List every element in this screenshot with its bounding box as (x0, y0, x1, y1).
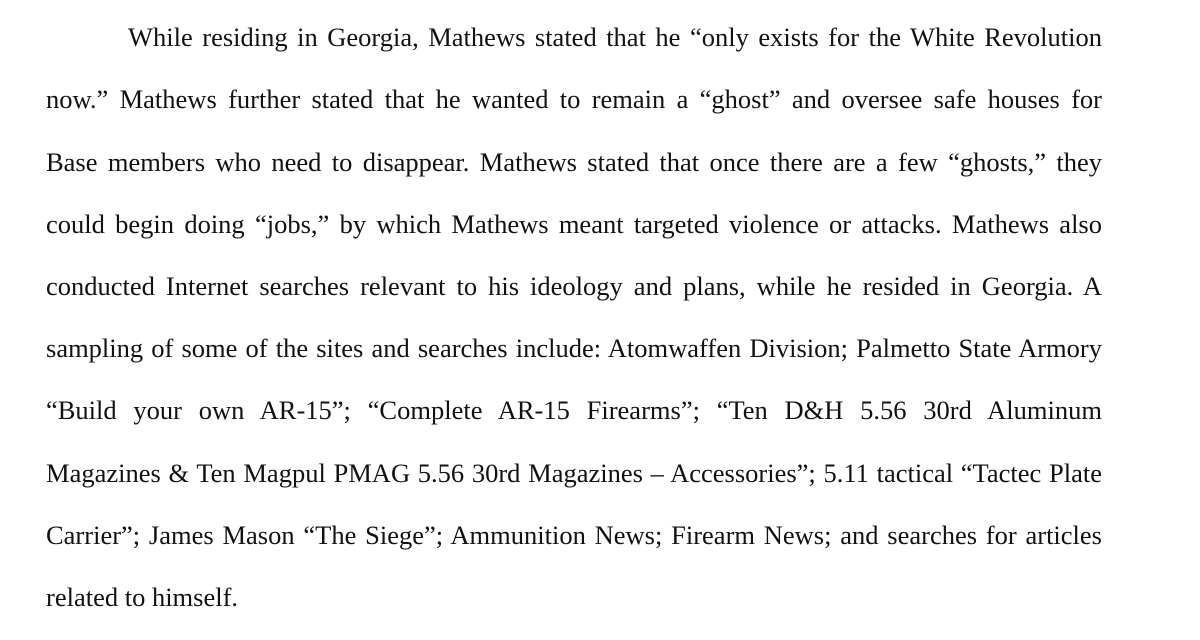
paragraph-line-6: sampling of some of the sites and searches include: Atomwaffen Division; Palmetto State Armory (46, 333, 1102, 363)
paragraph-line-2: now.” Mathews further stated that he wanted to remain a “ghost” and oversee safe houses for (46, 84, 1102, 114)
paragraph-line-5: conducted Internet searches relevant to his ideology and plans, while he resided in Georgia. A (46, 271, 1102, 301)
paragraph-line-7: “Build your own AR-15”; “Complete AR-15 Firearms”; “Ten D&H 5.56 30rd Aluminum (46, 395, 1102, 425)
paragraph-line-3: Base members who need to disappear. Mathews stated that once there are a few “ghosts,” they (46, 147, 1102, 177)
paragraph-line-10: related to himself. (46, 582, 239, 612)
paragraph-line-1: While residing in Georgia, Mathews stated that he “only exists for the White Revolution (128, 22, 1102, 52)
paragraph-line-9: Carrier”; James Mason “The Siege”; Ammunition News; Firearm News; and searches for articles (46, 520, 1102, 550)
paragraph-line-4: could begin doing “jobs,” by which Mathews meant targeted violence or attacks. Mathews also (46, 209, 1102, 239)
paragraph-line-8: Magazines & Ten Magpul PMAG 5.56 30rd Magazines – Accessories”; 5.11 tactical “Tactec Plate (46, 458, 1102, 488)
